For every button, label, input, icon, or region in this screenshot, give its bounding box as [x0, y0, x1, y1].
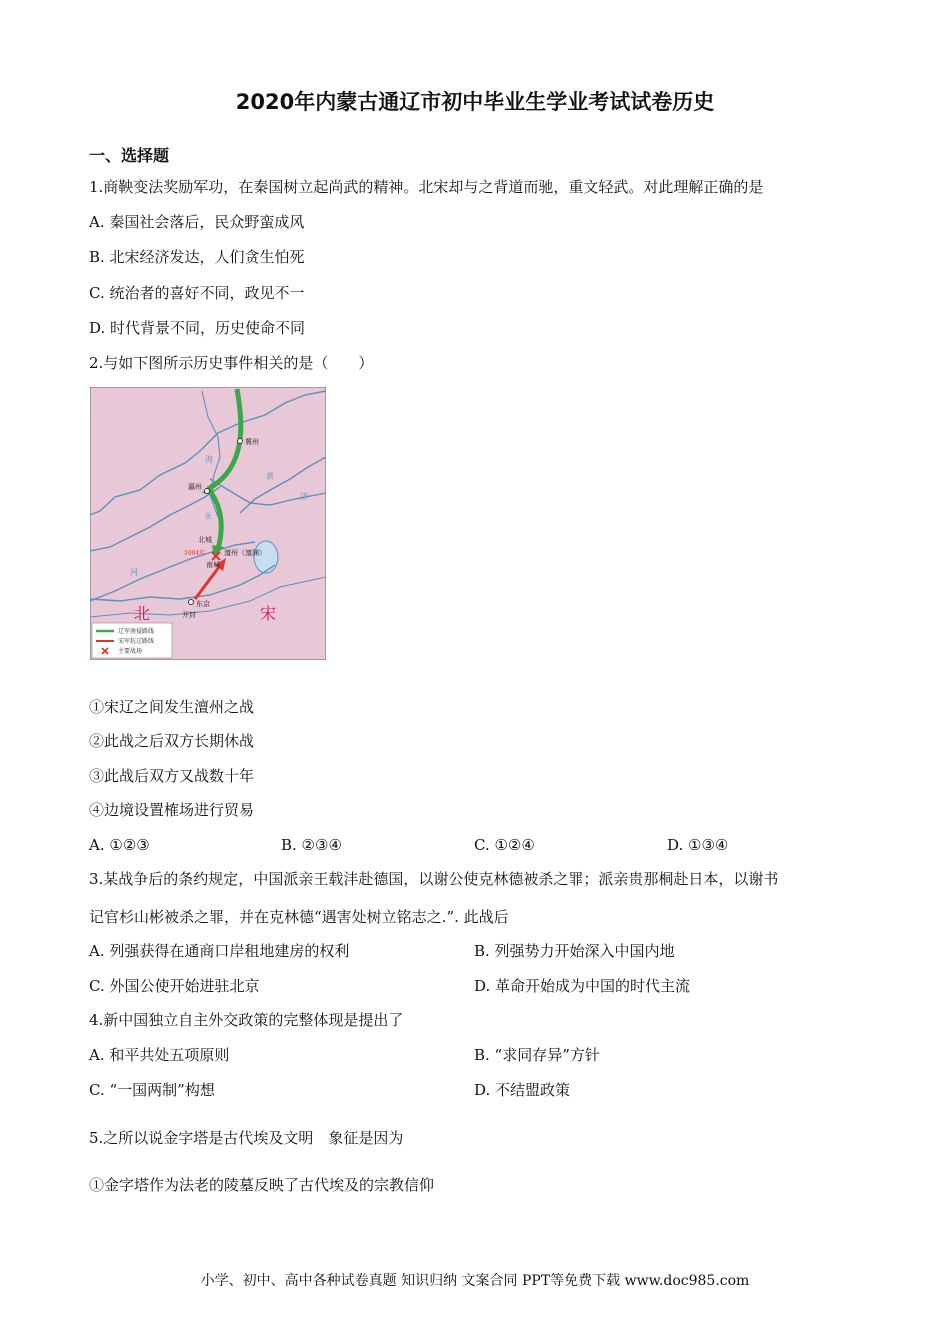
place-beicheng: 北城 — [198, 536, 212, 544]
page-footer: 小学、初中、高中各种试卷真题 知识归纳 文案合同 PPT等免费下载 www.doc985.com — [200, 1273, 750, 1289]
place-nancheng: 南城 — [206, 561, 220, 569]
river-label-he: 河 — [130, 568, 138, 577]
q1-option-c: C. 统治者的喜好不同，政见不一 — [89, 284, 305, 302]
yingzhou-dot — [205, 489, 210, 494]
q2-statement-3: ③此战后双方又战数十年 — [89, 767, 255, 785]
q2-statement-2: ②此战之后双方长期休战 — [89, 732, 255, 750]
river-label-huang: 黄 — [266, 472, 274, 481]
place-dongjing: 东京 — [196, 600, 210, 608]
q3-option-b: B. 列强势力开始深入中国内地 — [474, 942, 675, 960]
lake — [254, 541, 278, 573]
q4-option-a: A. 和平共处五项原则 — [89, 1046, 230, 1064]
q5-statement-1: ①金字塔作为法老的陵墓反映了古代埃及的宗教信仰 — [89, 1176, 435, 1194]
place-jizhou: 冀州 — [245, 438, 259, 446]
legend-liao-label: 辽军南侵路线 — [118, 628, 155, 635]
q1-option-d: D. 时代背景不同，历史使命不同 — [89, 319, 306, 337]
q4-option-d: D. 不结盟政策 — [474, 1081, 571, 1099]
q2-option-b: B. ②③④ — [281, 836, 342, 854]
q2-statement-1: ①宋辽之间发生澶州之战 — [89, 698, 255, 716]
q3-option-c: C. 外国公使开始进驻北京 — [89, 977, 260, 995]
river-label-yong: 永 — [204, 512, 212, 521]
jizhou-dot — [238, 439, 243, 444]
q5-stem: 5.之所以说金字塔是古代埃及文明 象征是因为 — [89, 1129, 404, 1147]
battle-map — [90, 387, 326, 660]
battle-map-svg — [90, 387, 326, 660]
q4-option-c: C. “一国两制”构想 — [89, 1081, 215, 1099]
legend-battle-label: 主要战场 — [118, 648, 143, 655]
q4-stem: 4.新中国独立自主外交政策的完整体现是提出了 — [89, 1011, 404, 1029]
q2-option-d: D. ①③④ — [667, 836, 729, 854]
q2-option-a: A. ①②③ — [89, 836, 150, 854]
q1-stem: 1.商鞅变法奖励军功，在秦国树立起尚武的精神。北宋却与之背道而驰，重文轻武。对此理解正确的是 — [89, 178, 764, 196]
dongjing-dot — [189, 600, 194, 605]
region-bei: 北 — [134, 604, 151, 623]
q4-option-b: B. “求同存异”方针 — [474, 1046, 600, 1064]
q3-option-a: A. 列强获得在通商口岸租地建房的权利 — [89, 942, 350, 960]
q3-stem-line-1: 3.某战争后的条约规定，中国派亲王载沣赴德国，以谢公使克林德被杀之罪；派亲贵那桐赴日本，以谢书 — [89, 870, 779, 888]
q2-stem: 2.与如下图所示历史事件相关的是（ ） — [89, 354, 374, 372]
place-chanzhou: 澶州（澶渊） — [224, 549, 266, 557]
q3-stem-line-2: 记官杉山彬被杀之罪，并在克林德“遇害处树立铭志之.”. 此战后 — [89, 908, 509, 926]
place-yingzhou: 瀛州 — [188, 483, 202, 491]
q3-option-d: D. 革命开始成为中国的时代主流 — [474, 977, 691, 995]
q1-option-b: B. 北宋经济发达，人们贪生怕死 — [89, 248, 305, 266]
section-heading: 一、选择题 — [89, 146, 170, 165]
year-label: 1004年 — [184, 550, 206, 557]
place-kaifeng: 开封 — [182, 611, 196, 619]
legend-song-label: 宋军抗辽路线 — [118, 638, 155, 645]
q1-option-a: A. 秦国社会落后，民众野蛮成风 — [89, 213, 305, 231]
river-label-ji: 济 — [300, 492, 308, 501]
page-title: 2020年内蒙古通辽市初中毕业生学业考试试卷历史 — [235, 90, 715, 114]
q2-option-c: C. ①②④ — [474, 836, 535, 854]
q2-statement-4: ④边境设置榷场进行贸易 — [89, 801, 255, 819]
map-land — [90, 387, 326, 660]
region-song: 宋 — [260, 604, 277, 623]
river-label-hai: 海 — [205, 455, 213, 464]
